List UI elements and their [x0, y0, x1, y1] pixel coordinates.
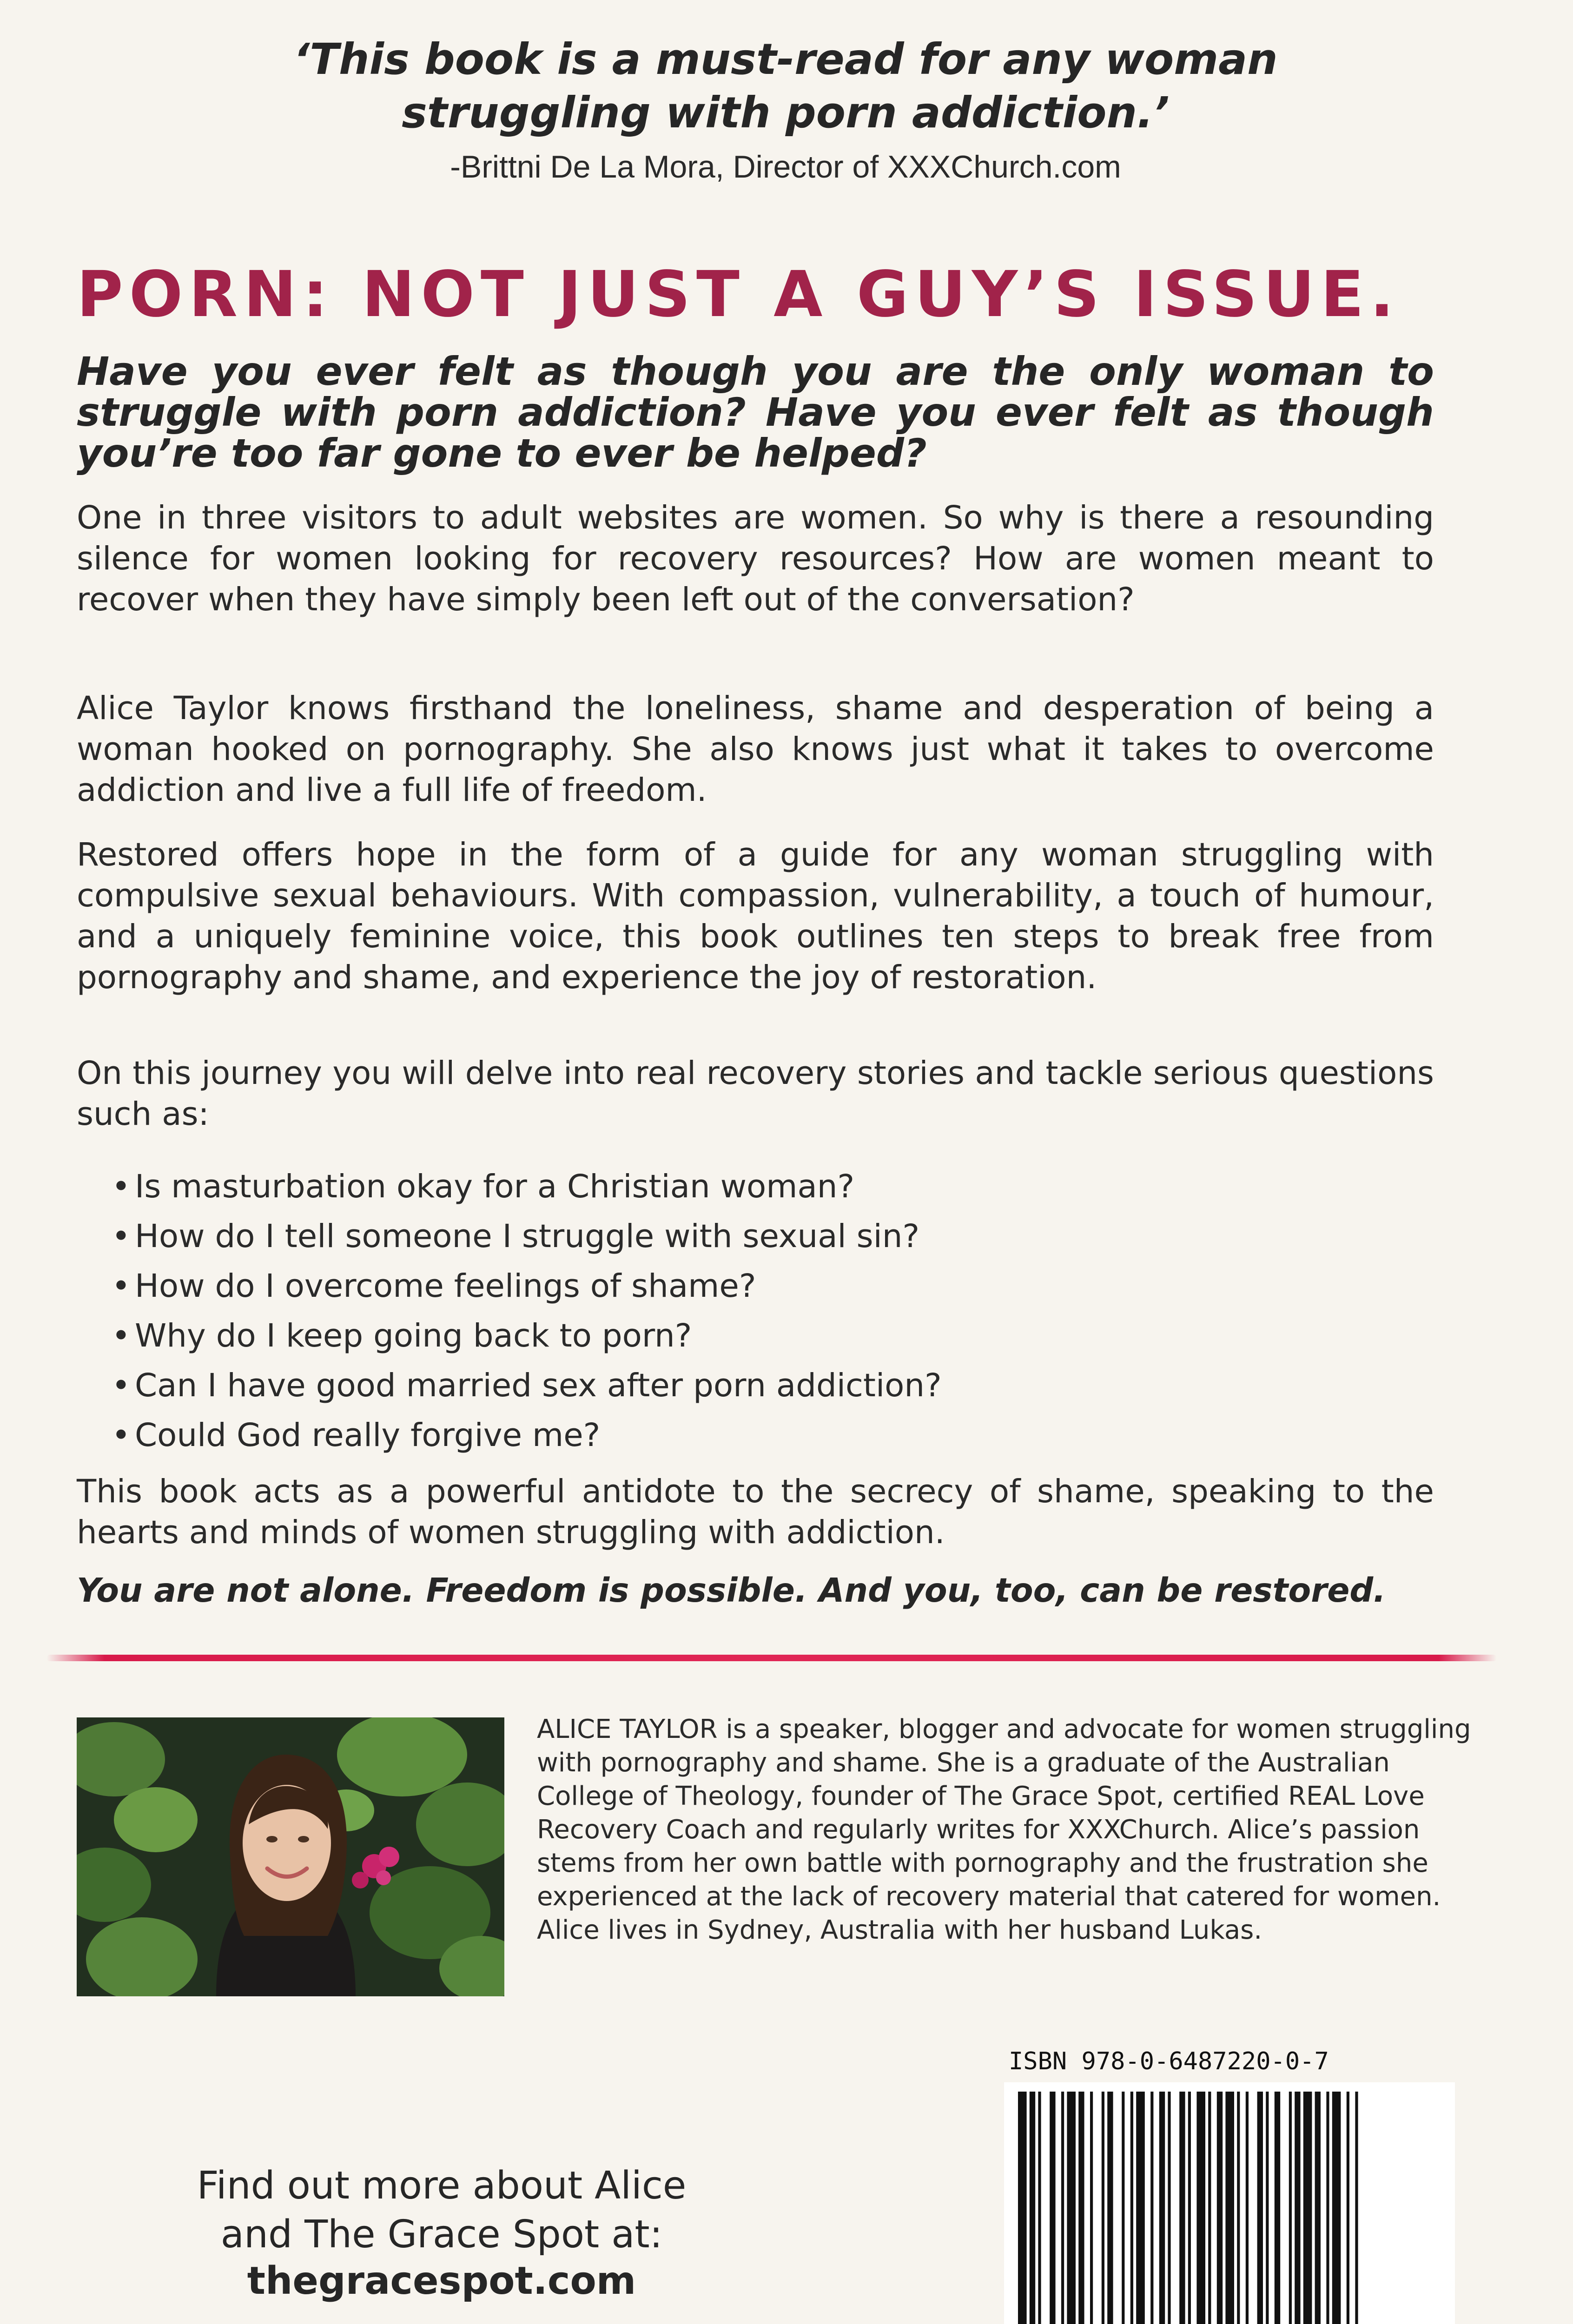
bullet-icon: • [112, 1168, 131, 1205]
paragraph-statistics: One in three visitors to adult websites are women. So why is there a resounding silence for women looking for recovery resources? How are women meant to recover when they have simply been left out of the conversation? [77, 499, 1434, 618]
question-text: Could God really forgive me? [135, 1417, 601, 1454]
bullet-icon: • [112, 1367, 131, 1404]
endorsement-quote-line2: struggling with porn addiction.’ [402, 88, 1170, 138]
paragraph-author-experience: Alice Taylor knows firsthand the loneliness, shame and desperation of being a woman hooked on pornography. She also knows just what it takes to overcome addiction and live a full life of freedom. [77, 690, 1434, 809]
barcode-bar [1303, 2092, 1312, 2324]
barcode-bar [1061, 2092, 1064, 2324]
list-item [112, 1212, 1367, 1261]
author-bio: ALICE TAYLOR is a speaker, blogger and advocate for women struggling with pornography and shame. She is a graduate of the Australian College of Theology, founder of The Grace Spot, certified REAL Love Recovery Coach and regularly writes for XXXChurch. Alice’s passion stems from her own battle with pornography and the frustration she experienced at the lack of recovery material that catered for women. Alice lives in Sydney, Australia with her husband Lukas. [537, 1714, 1471, 1945]
question-text: Why do I keep going back to porn? [135, 1317, 692, 1354]
barcode-bar [1315, 2092, 1321, 2324]
question-text: Can I have good married sex after porn addiction? [135, 1367, 942, 1404]
barcode-bar [1067, 2092, 1076, 2324]
bullet-icon: • [112, 1268, 131, 1305]
paragraph-summary: This book acts as a powerful antidote to the secrecy of shame, speaking to the hearts and minds of women struggling with addiction. [77, 1473, 1434, 1551]
barcode-bar [1347, 2092, 1349, 2324]
list-item [112, 1411, 1367, 1460]
barcode-bar [1168, 2092, 1170, 2324]
barcode-bar [1090, 2092, 1093, 2324]
barcode-bar [1179, 2092, 1185, 2324]
barcode-bar [1122, 2092, 1124, 2324]
find-more-text [139, 2161, 744, 2259]
barcode-bar [1257, 2092, 1263, 2324]
barcode-bar [1150, 2092, 1153, 2324]
website-link[interactable]: thegracespot.com [247, 2259, 636, 2303]
list-item [112, 1361, 1367, 1411]
barcode-bar [1078, 2092, 1084, 2324]
find-more-line2: and The Grace Spot at: [220, 2212, 663, 2257]
paragraph-book-description: Restored offers hope in the form of a guide for any woman struggling with compulsive sexual behaviours. With compassion, vulnerability, a touch of humour, and a uniquely feminine voice, this book outlines ten steps to break free from pornography and shame, and experience the joy of restoration. [77, 836, 1434, 996]
barcode-bar [1102, 2092, 1104, 2324]
endorsement-quote-line1: ‘This book is a must-read for any woman [293, 34, 1278, 84]
barcode-bar [1038, 2092, 1041, 2324]
barcode-bar [1188, 2092, 1191, 2324]
headline: PORN: NOT JUST A GUY’S ISSUE. [77, 258, 1400, 331]
barcode-bar [1295, 2092, 1300, 2324]
barcode-bar [1196, 2092, 1205, 2324]
barcode-bar [1107, 2092, 1113, 2324]
endorsement-attribution: -Brittni De La Mora, Director of XXXChurch.com [450, 149, 1121, 185]
lead-question: Have you ever felt as though you are the only woman to struggle with porn addiction? Have you ever felt as though you’re too far gone to ever be helped? [77, 349, 1434, 476]
brush-divider [46, 1655, 1497, 1661]
barcode-icon [1004, 2082, 1455, 2324]
barcode-bar [1136, 2092, 1145, 2324]
find-more-line1: Find out more about Alice [197, 2164, 687, 2208]
barcode-bar [1246, 2092, 1249, 2324]
barcode-bar [1225, 2092, 1234, 2324]
paragraph-journey-intro: On this journey you will delve into real recovery stories and tackle serious questions such as: [77, 1055, 1434, 1133]
author-photo [77, 1717, 504, 1996]
barcode-bar [1332, 2092, 1341, 2324]
list-item [112, 1162, 1367, 1212]
barcode-bar [1030, 2092, 1035, 2324]
barcode-bar [1289, 2092, 1292, 2324]
barcode-bar [1018, 2092, 1027, 2324]
closing-statement: You are not alone. Freedom is possible. And you, too, can be restored. [77, 1571, 1386, 1610]
list-item [112, 1311, 1367, 1361]
barcode-bar [1159, 2092, 1165, 2324]
barcode-bar [1275, 2092, 1280, 2324]
bullet-icon: • [112, 1417, 131, 1454]
bullet-icon: • [112, 1317, 131, 1354]
barcode-bar [1130, 2092, 1133, 2324]
question-text: How do I tell someone I struggle with sexual sin? [135, 1218, 920, 1255]
barcode-bar [1355, 2092, 1358, 2324]
barcode-bar [1326, 2092, 1329, 2324]
barcode-bar [1237, 2092, 1240, 2324]
question-list [112, 1162, 1367, 1460]
bullet-icon: • [112, 1218, 131, 1255]
barcode-bar [1217, 2092, 1223, 2324]
barcode-bar [1208, 2092, 1211, 2324]
barcode-bar [1050, 2092, 1055, 2324]
barcode-bar [1266, 2092, 1269, 2324]
endorsement-quote [139, 33, 1432, 139]
question-text: How do I overcome feelings of shame? [135, 1268, 756, 1305]
isbn-label: ISBN 978-0-6487220-0-7 [1009, 2047, 1329, 2075]
question-text: Is masturbation okay for a Christian woman? [135, 1168, 855, 1205]
list-item [112, 1261, 1367, 1311]
